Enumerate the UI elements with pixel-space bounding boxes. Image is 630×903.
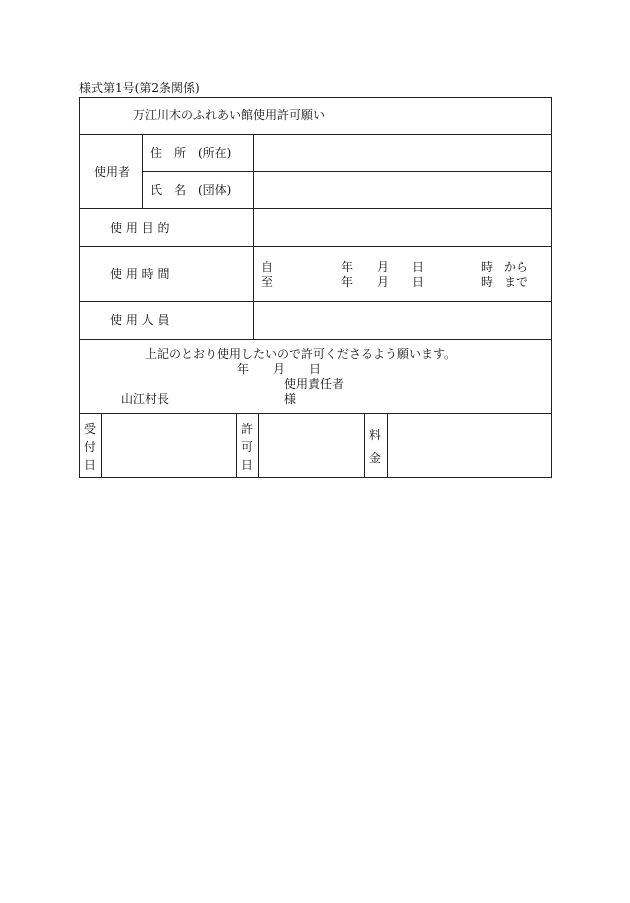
time-from-hour: 時 [481, 260, 494, 274]
time-to-hour: 時 [481, 275, 494, 289]
time-to-month: 月 [377, 275, 390, 289]
mayor-label: 山江村長 [121, 392, 170, 406]
time-from-month: 月 [377, 260, 390, 274]
form-title: 万江川木のふれあい館使用許可願い [133, 108, 326, 122]
purpose-label: 使 用 目 的 [110, 221, 170, 235]
time-label: 使 用 時 間 [110, 267, 170, 281]
received-date-field[interactable] [103, 415, 234, 475]
time-to-day: 日 [412, 275, 425, 289]
time-to-suffix: まで [504, 275, 529, 289]
purpose-field[interactable] [255, 210, 549, 244]
time-to-year: 年 [341, 275, 354, 289]
time-from-suffix: から [504, 260, 529, 274]
form-number-label: 様式第1号(第2条関係) [79, 81, 200, 95]
time-from-day: 日 [412, 260, 425, 274]
people-label: 使 用 人 員 [110, 313, 170, 327]
request-text: 上記のとおり使用したいので許可くださるよう願います。 [145, 347, 457, 361]
time-from-prefix: 自 [261, 260, 274, 274]
address-field[interactable] [255, 136, 549, 169]
people-field[interactable] [255, 303, 549, 337]
fee-field[interactable] [389, 415, 549, 475]
request-date-year: 年 [237, 362, 250, 376]
name-label: 氏 名 (団体) [150, 183, 232, 197]
name-field[interactable] [255, 173, 549, 206]
request-date-month: 月 [273, 362, 286, 376]
time-to-prefix: 至 [261, 275, 274, 289]
time-from-year: 年 [341, 260, 354, 274]
address-label: 住 所 (所在) [150, 146, 232, 160]
permit-date-field[interactable] [260, 415, 362, 475]
honorific-label: 様 [284, 392, 297, 406]
user-label: 使用者 [94, 165, 131, 179]
request-date-day: 日 [309, 362, 322, 376]
responsible-person-label: 使用責任者 [284, 377, 345, 391]
